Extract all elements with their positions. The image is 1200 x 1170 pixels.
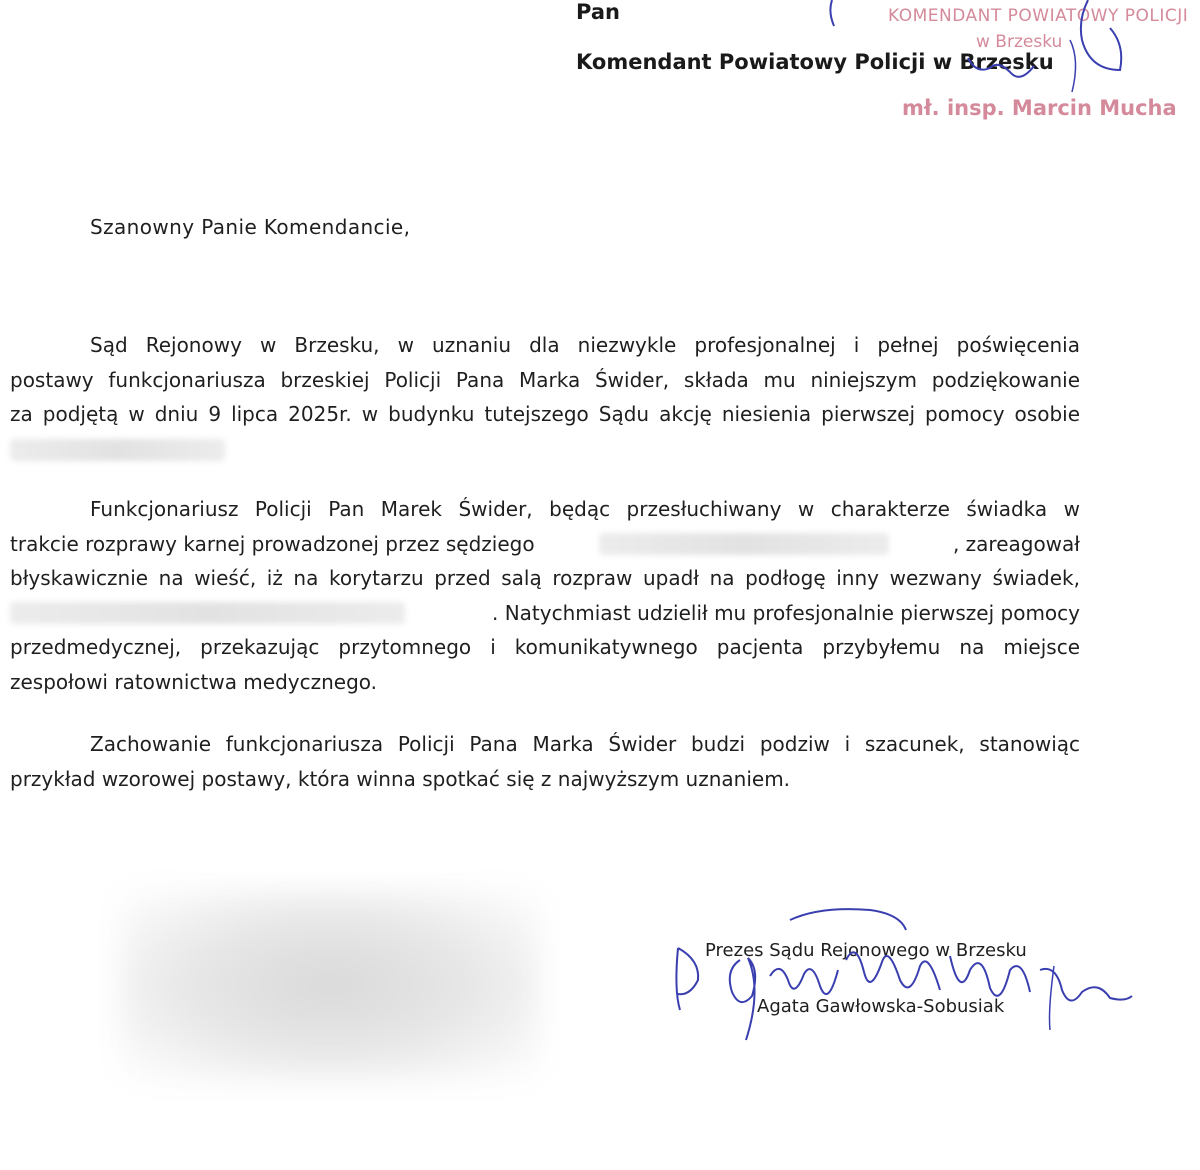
signature-title: Prezes Sądu Rejonowego w Brzesku: [705, 940, 1027, 961]
redacted-block: [120, 890, 540, 1080]
paragraph-2-line: zespołowi ratownictwa medycznego.: [10, 669, 378, 694]
signature-name: Agata Gawłowska-Sobusiak: [757, 996, 1005, 1017]
paragraph-2-line: przedmedycznej, przekazując przytomnego i komunikatywnego pacjenta przybyłemu na miejsce: [10, 635, 1080, 659]
paragraph-1-line: postawy funkcjonariusza brzeskiej Policji Pana Marka Świder, składa mu niniejszym podziękowanie: [10, 367, 1080, 392]
paragraph-2-line: błyskawicznie na wieść, iż na korytarzu przed salą rozpraw upadł na podłogę inny wezwany świadek,: [10, 566, 1080, 590]
addressee-line-1: Pan: [576, 0, 620, 24]
paragraph-3: [10, 727, 1080, 796]
redacted-judge-name: [599, 533, 889, 555]
salutation: Szanowny Panie Komendancie,: [90, 215, 411, 239]
handwritten-signature: [670, 900, 1140, 1060]
paragraph-2-line: . Natychmiast udzielił mu profesjonalnie pierwszej pomocy: [491, 600, 1080, 625]
paragraph-2-line: Funkcjonariusz Policji Pan Marek Świder, będąc przesłuchiwany w charakterze świadka w: [90, 497, 1080, 521]
redacted-witness-name: [10, 602, 405, 624]
stamp-line-1: KOMENDANT POWIATOWY POLICJI: [888, 6, 1189, 26]
paragraph-2-line: , zareagował: [952, 531, 1080, 556]
paragraph-3-line: przykład wzorowej postawy, która winna spotkać się z najwyższym uznaniem.: [10, 766, 791, 791]
redacted-name: [10, 439, 225, 461]
stamp-line-3: mł. insp. Marcin Mucha: [902, 96, 1177, 120]
stamp-line-2: w Brzesku: [976, 32, 1063, 52]
paragraph-2: [10, 492, 1080, 699]
police-stamp: [820, 0, 1200, 140]
addressee-line-2: Komendant Powiatowy Policji w Brzesku: [576, 50, 1054, 74]
paragraph-3-line: Zachowanie funkcjonariusza Policji Pana Marka Świder budzi podziw i szacunek, stanowiąc: [90, 732, 1080, 756]
paragraph-1-line: za podjętą w dniu 9 lipca 2025r. w budynku tutejszego Sądu akcję niesienia pierwszej pomocy osobie: [10, 402, 1080, 426]
paragraph-1-line: Sąd Rejonowy w Brzesku, w uznaniu dla niezwykle profesjonalnej i pełnej poświęcenia: [90, 333, 1080, 357]
paragraph-2-line: trakcie rozprawy karnej prowadzonej przez sędziego: [10, 531, 535, 556]
stamp-initials-scribble: [820, 0, 1200, 140]
paragraph-1: [10, 328, 1080, 466]
